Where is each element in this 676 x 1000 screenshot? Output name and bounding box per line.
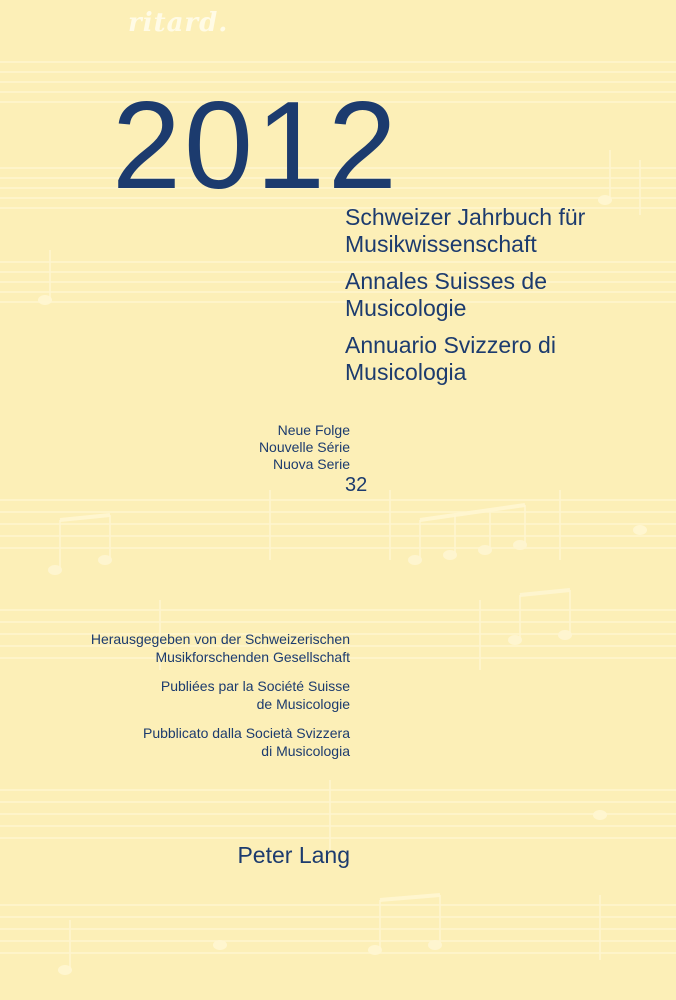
title-italian-line1: Annuario Svizzero di xyxy=(345,332,556,358)
publisher-german-line2: Musikforschenden Gesellschaft xyxy=(155,649,350,665)
title-german-line1: Schweizer Jahrbuch für xyxy=(345,204,586,230)
publisher-italian-line2: di Musicologia xyxy=(261,743,350,759)
series-line-german: Neue Folge xyxy=(277,422,350,438)
title-block xyxy=(345,204,665,396)
title-italian-line2: Musicologia xyxy=(345,359,467,385)
title-french-line2: Musicologie xyxy=(345,295,467,321)
publisher-imprint: Peter Lang xyxy=(237,842,350,868)
title-italian xyxy=(345,332,665,386)
publisher-italian xyxy=(20,724,350,760)
series-line-italian: Nuova Serie xyxy=(272,456,350,472)
publisher-german xyxy=(20,630,350,666)
publisher-french-line2: de Musicologie xyxy=(256,696,350,712)
publisher-italian-line1: Pubblicato dalla Società Svizzera xyxy=(142,725,350,741)
publisher-german-line1: Herausgegeben von der Schweizerischen xyxy=(90,631,350,647)
title-french xyxy=(345,268,665,322)
ritard-marking: ritard. xyxy=(128,8,229,38)
series-line-french: Nouvelle Série xyxy=(258,439,350,455)
title-german-line2: Musikwissenschaft xyxy=(345,231,537,257)
title-french-line1: Annales Suisses de xyxy=(345,268,548,294)
publisher-french-line1: Publiées par la Société Suisse xyxy=(160,678,350,694)
title-german xyxy=(345,204,665,258)
series-number: 32 xyxy=(345,474,368,496)
series-label xyxy=(200,422,350,473)
year-heading: 2012 xyxy=(112,77,400,215)
publisher-block xyxy=(20,630,350,771)
publisher-french xyxy=(20,677,350,713)
